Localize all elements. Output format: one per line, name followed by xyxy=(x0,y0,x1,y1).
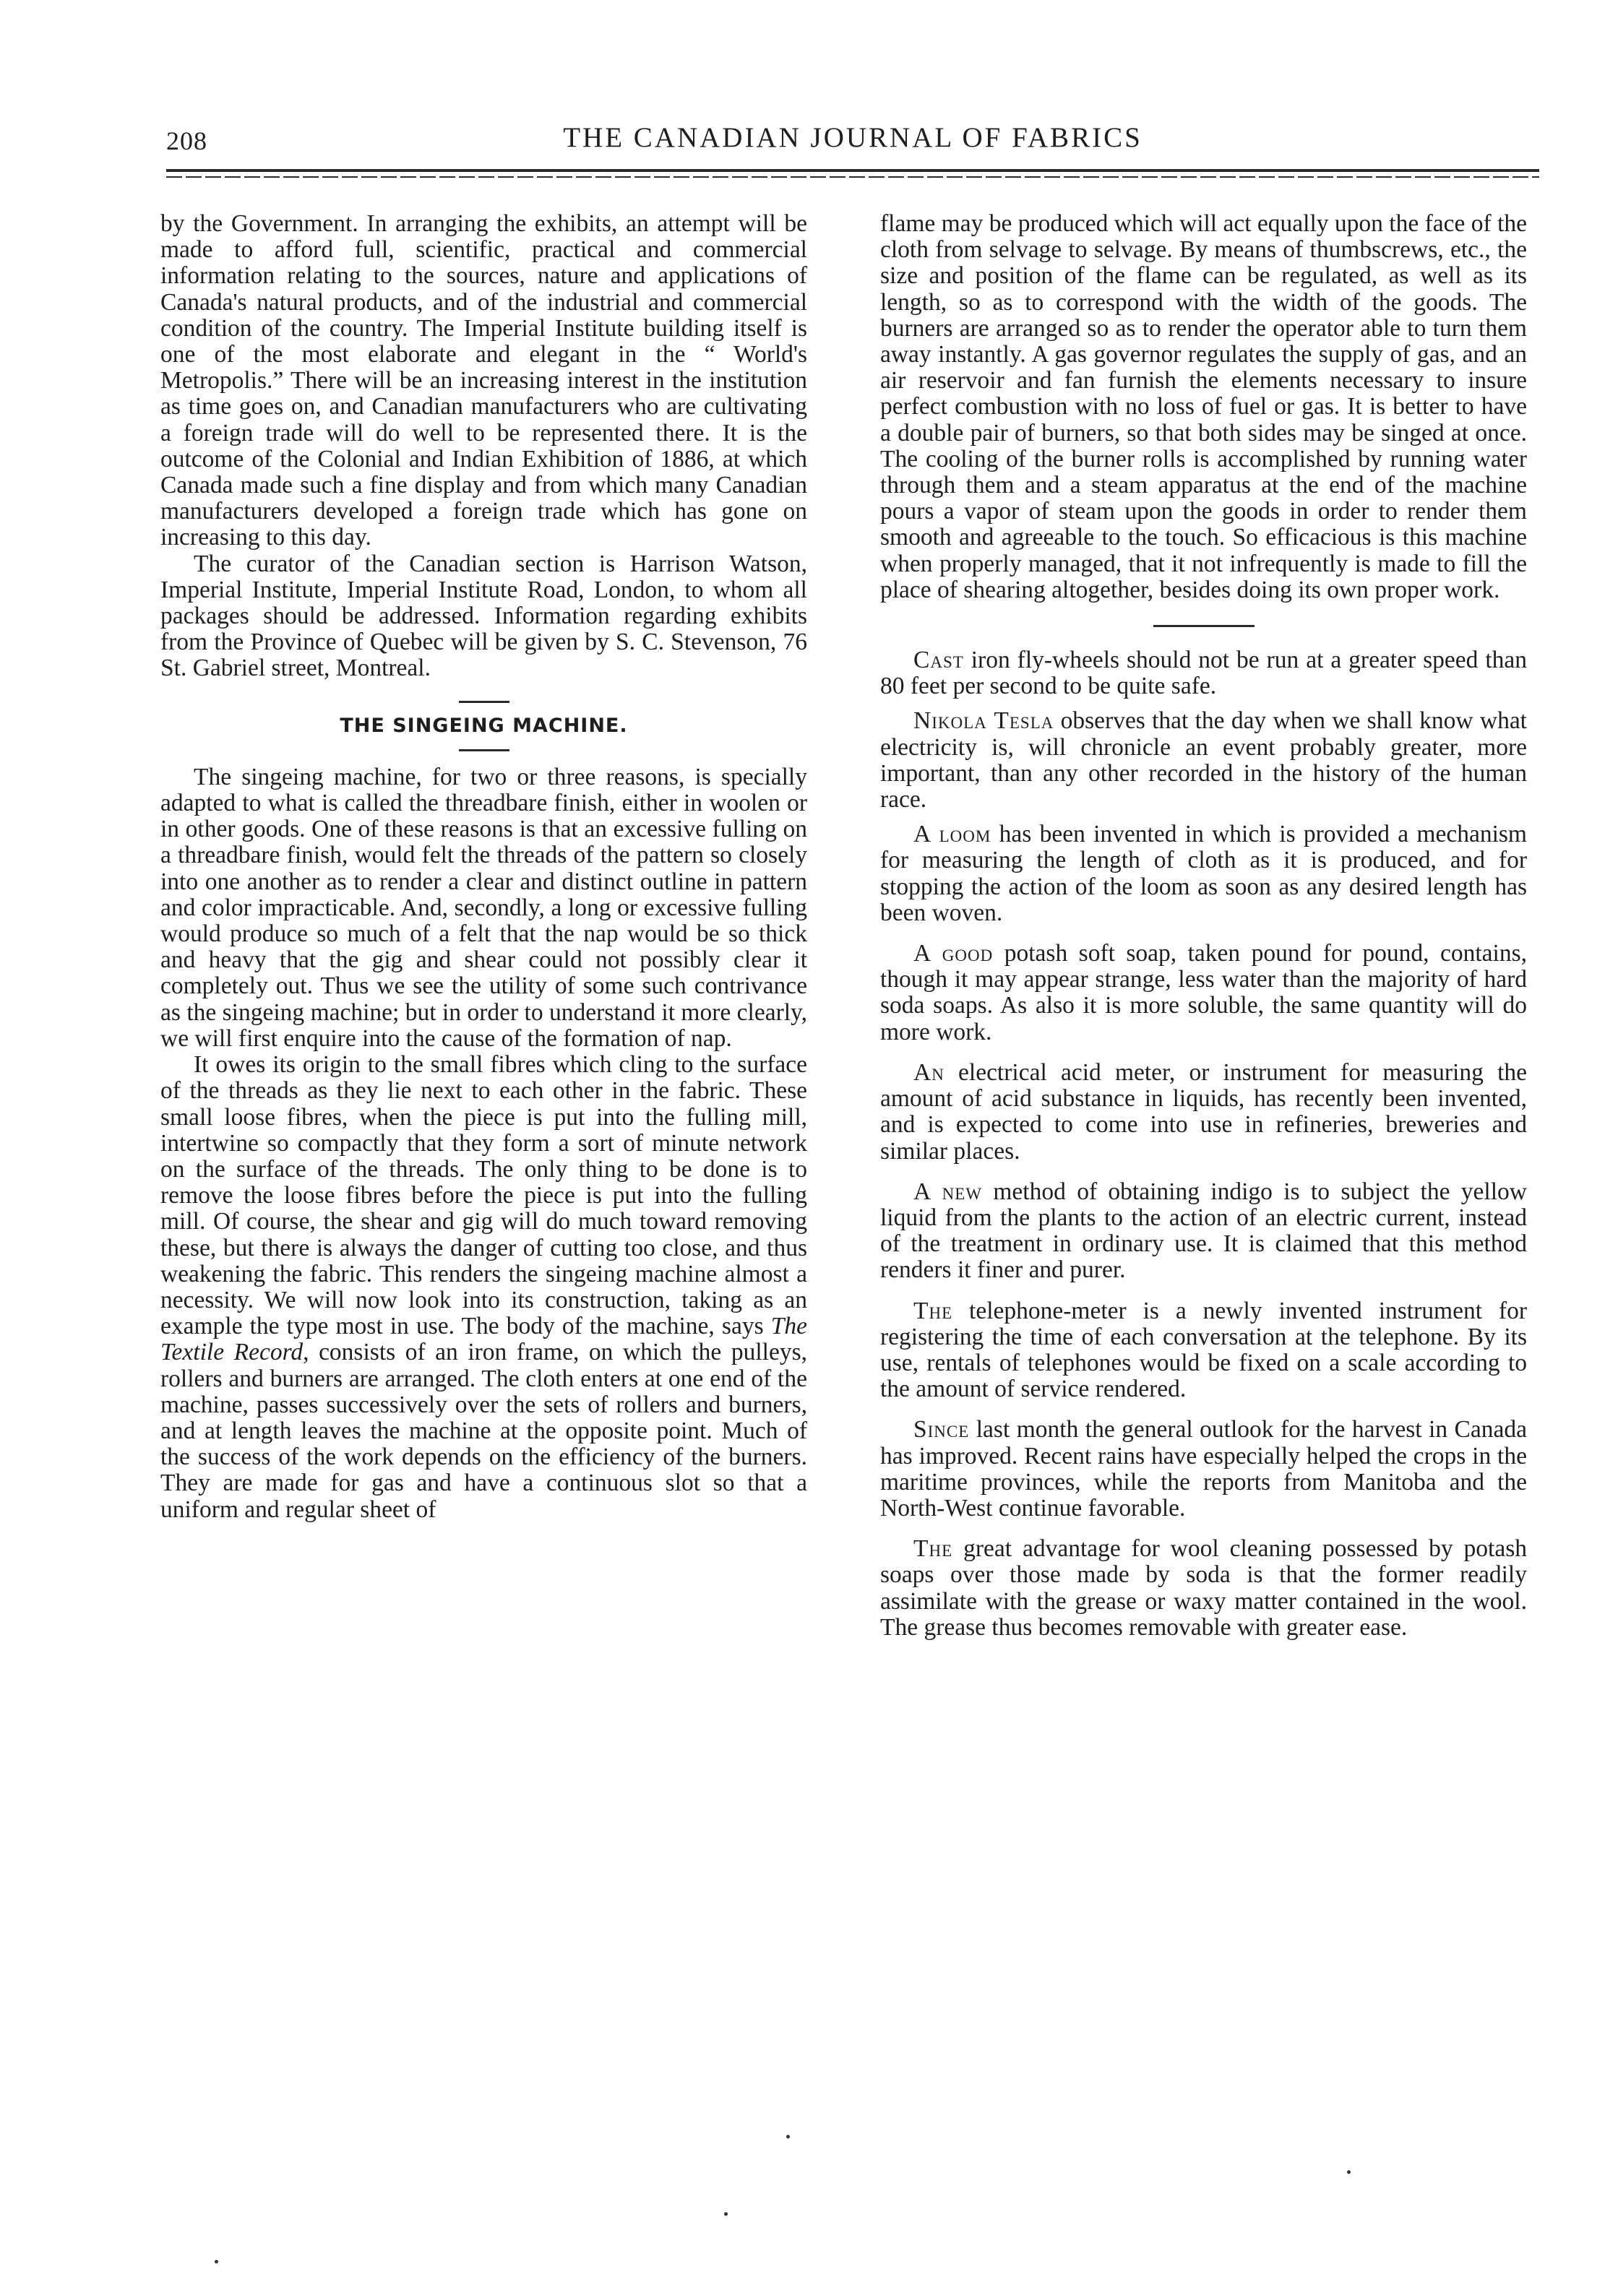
scan-speck xyxy=(724,2212,728,2216)
note-lead: A loom xyxy=(913,821,991,848)
note-text: potash soft soap, taken pound for pound, contains, though it may appear strange, less water than the majority of hard soda soaps. As also it is more soluble, the same quantity will do more work. xyxy=(880,940,1527,1045)
note-text: method of obtaining indigo is to subject the yellow liquid from the plants to the action of an electric current, instead of the treatment in ordinary use. It is claimed that this method renders it finer and purer. xyxy=(880,1178,1527,1284)
news-note xyxy=(880,647,1527,699)
news-note xyxy=(880,1298,1527,1403)
note-text: last month the general outlook for the harvest in Canada has improved. Recent rains have especially helped the crops in the maritime provinces, while the reports from Manitoba and the North-West continue favorable. xyxy=(880,1416,1527,1522)
paragraph-text: , consists of an iron frame, on which the pulleys, rollers and burners are arranged. The cloth enters at one end of the machine, passes successively over the sets of rollers and burners, and at length leaves the machine at the opposite point. Much of the success of the work depends on the efficiency of the burners. They are made for gas and have a continuous slot so that a uniform and regular sheet of xyxy=(160,1339,807,1523)
journal-title: THE CANADIAN JOURNAL OF FABRICS xyxy=(563,122,1143,153)
news-note xyxy=(880,1179,1527,1284)
paragraph: flame may be produced which will act equally upon the face of the cloth from selvage to selvage. By means of thumbscrews, etc., the size and position of the flame can be regulated, as well as its length, so as to correspond with the width of the goods. The burners are arranged so as to render the operator able to turn them away instantly. A gas governor regulates the supply of gas, and an air reservoir and fan furnish the elements necessary to insure perfect combustion with no loss of fuel or gas. It is better to have a double pair of burners, so that both sides may be singed at once. The cooling of the burner rolls is accomplished by running water through them and a steam apparatus at the end of the machine pours a vapor of steam upon the goods in order to render them smooth and agreeable to the touch. So efficacious is this machine when properly managed, that it not infrequently is made to fill the place of shearing altogether, besides doing its own proper work. xyxy=(880,210,1527,603)
page-header xyxy=(166,121,1539,165)
paragraph-text: It owes its origin to the small fibres which cling to the surface of the threads as they lie next to each other in the fabric. These small loose fibres, when the piece is put into the fulling mill, intertwine so compactly that they form a sort of minute network on the surface of the threads. The only thing to be done is to remove the loose fibres before the piece is put into the fulling mill. Of course, the shear and gig will do much toward removing these, but there is always the danger of cutting too close, and thus weakening the fabric. This renders the singeing machine almost a necessity. We will now look into its construction, taking as an example the type most in use. The body of the machine, says xyxy=(160,1051,807,1340)
note-lead: A good xyxy=(913,940,994,967)
note-lead: A new xyxy=(913,1178,983,1205)
news-note xyxy=(880,821,1527,926)
news-note xyxy=(880,1536,1527,1641)
note-text: electrical acid meter, or instrument for measuring the amount of acid substance in liquids, has recently been invented, and is expected to come into use in refineries, breweries and similar places. xyxy=(880,1058,1527,1165)
note-lead: An xyxy=(913,1058,945,1086)
publication-title: The Textile Record xyxy=(160,1313,807,1366)
paragraph: The singeing machine, for two or three reasons, is specially adapted to what is called the threadbare finish, either in woolen or in other goods. One of these reasons is that an excessive fulling on a threadbare finish, would felt the threads of the pattern so closely into one another as to render a clear and distinct outline in pattern and color impracticable. And, secondly, a long or excessive fulling would produce so much of a felt that the nap would be so thick and heavy that the gig and shear could not possibly clear it completely out. Thus we see the utility of some such contrivance as the singeing machine; but in order to understand it more clearly, we will first enquire into the cause of the formation of nap. xyxy=(160,763,807,1052)
news-note xyxy=(880,708,1527,813)
note-lead: Since xyxy=(913,1416,970,1443)
note-text: iron fly-wheels should not be run at a greater speed than 80 feet per second to be quite safe. xyxy=(880,647,1527,700)
paragraph: The curator of the Canadian section is Harrison Watson, Imperial Institute, Imperial Institute Road, London, to whom all packages should be addressed. Information regarding exhibits from the Province of Quebec will be given by S. C. Stevenson, 76 St. Gabriel street, Montreal. xyxy=(160,550,807,682)
scan-speck xyxy=(1347,2170,1351,2174)
header-rule xyxy=(166,169,1539,172)
paragraph xyxy=(160,1052,807,1523)
section-title: THE SINGEING MACHINE. xyxy=(340,714,628,737)
scan-speck xyxy=(786,2135,790,2139)
news-note xyxy=(880,941,1527,1045)
header-rule-dashed xyxy=(166,176,1539,178)
note-text: has been invented in which is provided a mechanism for measuring the length of cloth as it is produced, and for stopping the action of the loom as soon as any desired length has been woven. xyxy=(880,821,1527,926)
paragraph: by the Government. In arranging the exhibits, an attempt will be made to afford full, scientific, practical and commercial information relating to the sources, nature and applications of Canada's natural products, and of the industrial and commercial condition of the country. The Imperial Institute building itself is one of the most elaborate and elegant in the “ World's Metropolis.” There will be an increasing interest in the institution as time goes on, and Canadian manufacturers who are cultivating a foreign trade will do well to be represented there. It is the outcome of the Colonial and Indian Exhibition of 1886, at which Canada made such a fine display and from which many Canadian manufacturers developed a foreign trade which has gone on increasing to this day. xyxy=(160,210,807,551)
divider xyxy=(459,701,509,703)
note-lead: Nikola Tesla xyxy=(913,707,1054,735)
right-column xyxy=(880,211,1527,1641)
note-lead: The xyxy=(913,1535,953,1563)
note-text: telephone-meter is a newly invented instrument for registering the time of each conversation at the telephone. By its use, rentals of telephones would be fixed on a scale according to the amount of service rendered. xyxy=(880,1297,1527,1403)
page-number: 208 xyxy=(166,126,207,155)
left-column xyxy=(160,211,807,1523)
note-text: great advantage for wool cleaning possessed by potash soaps over those made by soda is that the former readily assimilate with the grease or waxy matter contained in the wool. The grease thus becomes removable with greater ease. xyxy=(880,1535,1527,1641)
news-note xyxy=(880,1417,1527,1522)
note-lead: The xyxy=(913,1297,953,1324)
news-note xyxy=(880,1060,1527,1165)
note-lead: Cast xyxy=(913,647,964,674)
scan-speck xyxy=(215,2260,218,2263)
note-text: observes that the day when we shall know what electricity is, will chronicle an event probably greater, more important, than any other recorded in the history of the human race. xyxy=(880,707,1527,813)
